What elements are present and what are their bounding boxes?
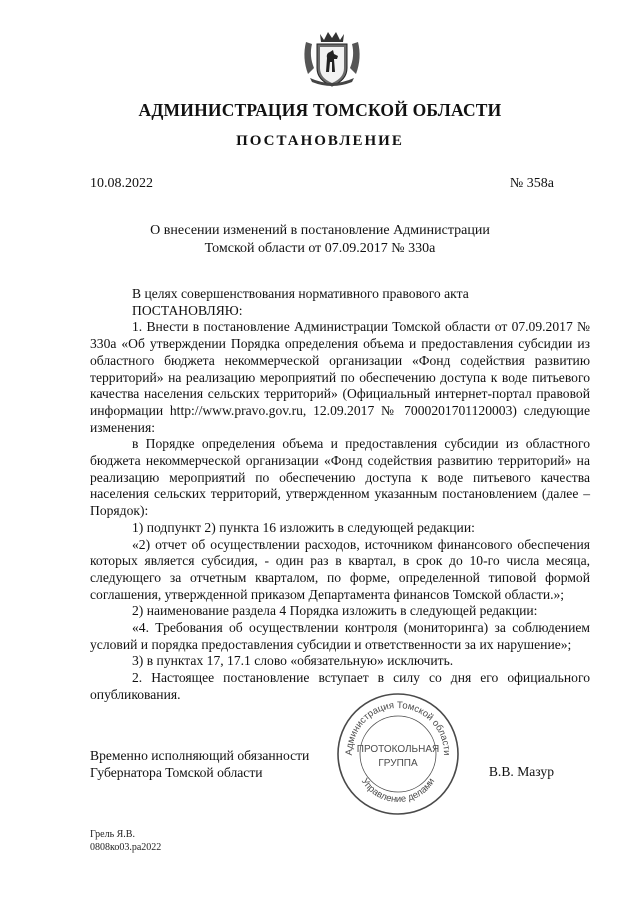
subject-line-2: Томской области от 07.09.2017 № 330а	[204, 241, 436, 256]
paragraph-procedure: в Порядке определения объема и предоставления субсидии из областного бюджета некоммерческой организации «Фонд содействия развитию территорий» на реализацию мероприятий по обеспечению доступа к воде питьевого качества населения сельских территорий, утвержденном указанным постановлением (далее – Порядок):	[90, 436, 590, 519]
stamp-outer-top: Администрация Томской области	[343, 699, 453, 756]
signature-position-line-2: Губернатора Томской области	[90, 765, 263, 780]
stamp-inner-line-1: ПРОТОКОЛЬНАЯ	[356, 744, 440, 755]
footer-author: Грель Я.В.	[90, 829, 135, 840]
document-body	[90, 286, 590, 704]
paragraph-item-2: 2. Настоящее постановление вступает в силу со дня его официального опубликования.	[90, 670, 590, 702]
signer-name: В.В. Мазур	[488, 764, 554, 779]
paragraph-subitem-1: 1) подпункт 2) пункта 16 изложить в следующей редакции:	[132, 519, 475, 535]
paragraph-item-1: 1. Внести в постановление Администрации Томской области от 07.09.2017 № 330а «Об утверждении Порядка определения объема и предоставления субсидии из областного бюджета некоммерческой организации «Фонд содействия развитию территорий» на реализацию мероприятий по обеспечению доступа к воде питьевого качества населения сельских территорий» (Официальный интернет-портал правовой информации http://www.pravo.gov.ru, 12.09.2017 № 7000201701120003) следующие изменения:	[90, 319, 590, 435]
coat-of-arms	[296, 28, 368, 92]
paragraph-purpose: В целях совершенствования нормативного правового акта	[132, 286, 469, 301]
paragraph-quote-4: «4. Требования об осуществлении контроля (мониторинга) за соблюдением условий и порядка предоставления субсидии и ответственности за их нарушение»;	[90, 620, 590, 652]
paragraph-subitem-3: 3) в пунктах 17, 17.1 слово «обязательную» исключить.	[132, 653, 454, 669]
stamp-outer-bottom: Управление делами	[358, 776, 438, 806]
stamp-inner-line-2: ГРУППА	[378, 758, 418, 769]
footer	[90, 828, 161, 854]
footer-code: 0808ко03.ра2022	[90, 842, 162, 853]
document-type: ПОСТАНОВЛЕНИЕ	[236, 133, 404, 149]
paragraph-resolve: ПОСТАНОВЛЯЮ:	[132, 302, 243, 318]
stamp	[334, 690, 462, 818]
organization-title: АДМИНИСТРАЦИЯ ТОМСКОЙ ОБЛАСТИ	[138, 100, 502, 120]
paragraph-subitem-2: 2) наименование раздела 4 Порядка изложить в следующей редакции:	[132, 603, 538, 619]
document-subject	[0, 222, 640, 258]
paragraph-quote-2: «2) отчет об осуществлении расходов, источником финансового обеспечения которых является субсидия, - один раз в квартал, в срок до 10-го числа месяца, следующего за отчетным кварталом, по форме, определенной типовой формой соглашения, утвержденной приказом Департамента финансов Томской области.»;	[90, 536, 590, 602]
subject-line-1: О внесении изменений в постановление Администрации	[150, 223, 490, 238]
document-number: № 358а	[509, 176, 554, 191]
signature-position	[90, 747, 309, 781]
signature-position-line-1: Временно исполняющий обязанности	[90, 748, 310, 763]
document-date: 10.08.2022	[90, 176, 153, 191]
